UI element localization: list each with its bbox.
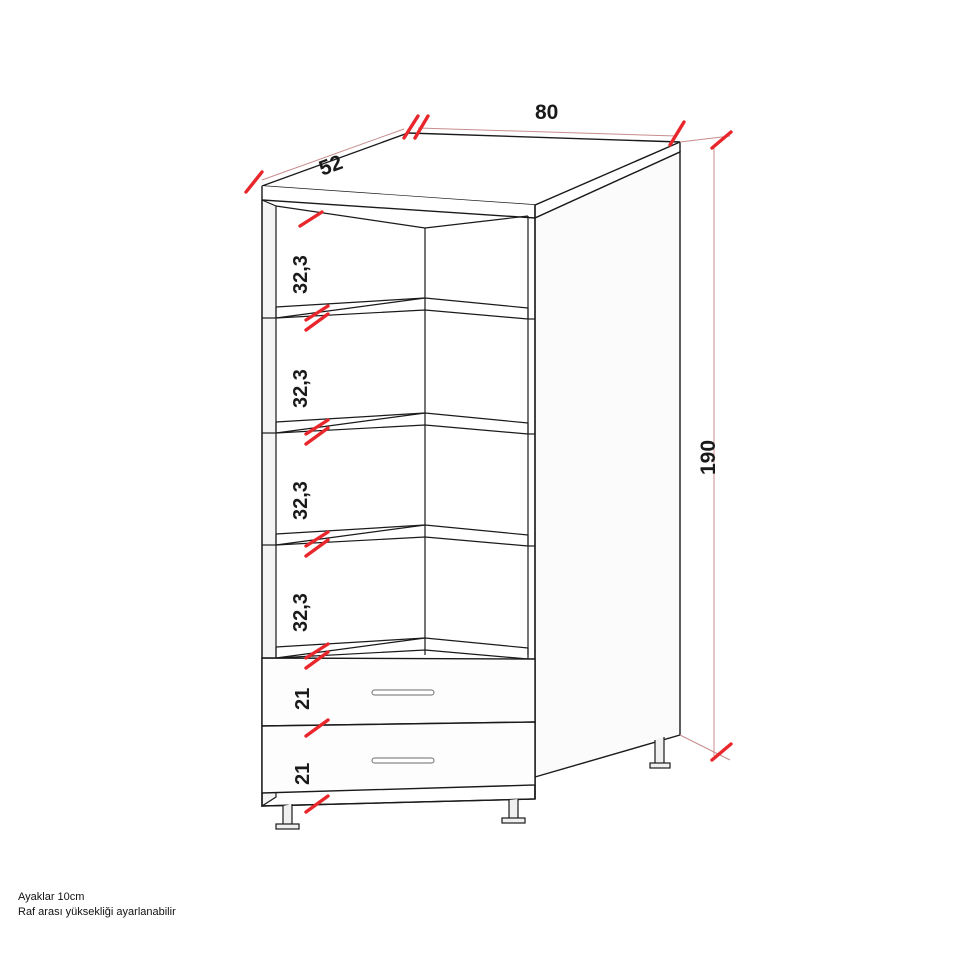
shelf-4-bottom xyxy=(262,638,535,659)
shelf-3 xyxy=(262,525,535,546)
right-side-panel xyxy=(535,152,680,777)
drawing-notes xyxy=(18,890,176,920)
dimension-label-width: 80 xyxy=(535,101,559,124)
dimension-label-shelf-gap-1: 32,3 xyxy=(290,255,312,294)
dimension-label-shelf-gap-4: 32,3 xyxy=(290,593,312,632)
leg-front-right xyxy=(502,799,525,823)
dimension-label-shelf-gap-3: 32,3 xyxy=(290,481,312,520)
note-line-2: Raf arası yüksekliği ayarlanabilir xyxy=(18,906,176,918)
dimension-label-depth: 52 xyxy=(316,151,346,181)
shelf-1 xyxy=(262,298,535,319)
dimension-label-height: 190 xyxy=(697,439,720,475)
note-line-1: Ayaklar 10cm xyxy=(18,891,85,903)
shelf-2 xyxy=(262,413,535,434)
dimension-label-shelf-gap-2: 32,3 xyxy=(290,369,312,408)
dimension-label-drawer-2: 21 xyxy=(292,762,314,785)
leg-front-left xyxy=(276,804,299,829)
dimension-label-drawer-1: 21 xyxy=(292,687,314,710)
